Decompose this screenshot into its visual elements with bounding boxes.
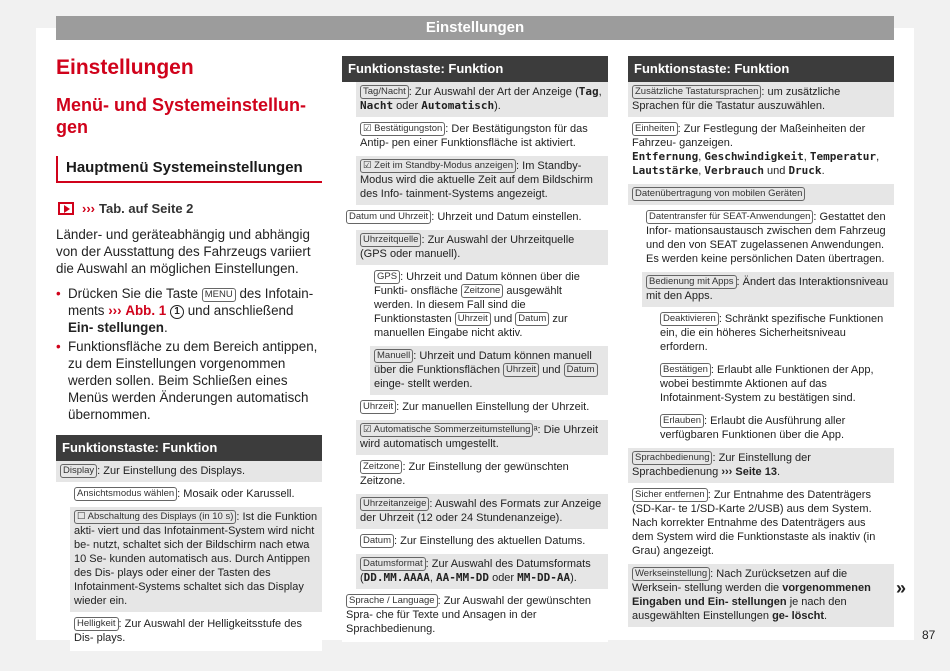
table-row: Sprachbedienung : Zur Einstellung der Sprachbedienung ››› Seite 13.: [628, 448, 894, 485]
bullet-icon: •: [56, 339, 61, 354]
callout-number: 1: [170, 305, 184, 319]
table-header: Funktionstaste: Funktion: [56, 435, 322, 461]
table-row: Manuell : Uhrzeit und Datum können manuell über die Funktionsflächen Uhrzeit und Datum einge- stellt werden.: [370, 346, 608, 397]
function-key: Datentransfer für SEAT-Anwendungen: [646, 210, 813, 224]
section-heading: Hauptmenü Systemeinstellungen: [56, 156, 322, 183]
table-header: Funktionstaste: Funktion: [628, 56, 894, 82]
function-key: Zusätzliche Tastatursprachen: [632, 85, 761, 99]
table-row: Erlauben : Erlaubt die Ausführung aller verfügbaren Funktionen über die App.: [656, 411, 894, 448]
arrow-icon: ›››: [108, 303, 122, 318]
function-key: Zeitzone: [360, 460, 402, 474]
function-table: [342, 56, 608, 642]
table-header: Funktionstaste: Funktion: [342, 56, 608, 82]
table-row: Datum und Uhrzeit : Uhrzeit und Datum einstellen.: [342, 207, 608, 230]
function-key: Manuell: [374, 349, 413, 363]
table-row: Tag/Nacht : Zur Auswahl der Art der Anzeige (Tag, Nacht oder Automatisch).: [356, 82, 608, 119]
table-row: ☑ Zeit im Standby-Modus anzeigen : Im Standby-Modus wird die aktuelle Zeit auf dem Bildschirm des Info- tainment-Systems angezeigt.: [356, 156, 608, 207]
table-row: Uhrzeitquelle : Zur Auswahl der Uhrzeitquelle (GPS oder manuell).: [356, 230, 608, 267]
function-key: ☑ Bestätigungston: [360, 122, 445, 136]
list-item: • Funktionsfläche zu dem Bereich antippen, zu dem Einstellungen vorgenommen werden sollen. Beim Schließen eines Menüs werden Änderungen automatisch übernommen.: [56, 339, 318, 422]
function-key: GPS: [374, 270, 400, 284]
reference-text: Tab. auf Seite 2: [99, 200, 194, 216]
function-key: Helligkeit: [74, 617, 119, 631]
video-reference-icon: [56, 198, 78, 218]
figure-link[interactable]: Abb. 1: [125, 303, 167, 318]
page-number: 87: [922, 628, 936, 642]
menu-key: MENU: [202, 288, 236, 302]
function-key: Sicher entfernen: [632, 488, 708, 502]
table-row: Uhrzeitanzeige : Auswahl des Formats zur Anzeige der Uhrzeit (12 oder 24 Stundenanzeige).: [356, 494, 608, 531]
page-link[interactable]: Seite 13: [735, 466, 777, 478]
table-row: ☐ Abschaltung des Displays (in 10 s) : Ist die Funktion akti- viert und das Infotainment-System wird nicht be- nutzt, schaltet sich der Bildschirm nach etwa 10 Se- kunden automatisch aus. Durch Antippen des Dis- plays oder einer der Tasten des Infotainment-Systems schaltet sich das Display wieder ein.: [70, 507, 322, 614]
table-row: Bedienung mit Apps : Ändert das Interaktionsniveau mit den Apps.: [642, 272, 894, 309]
function-key: Uhrzeit: [360, 400, 396, 414]
table-row: ☑ Bestätigungston : Der Bestätigungston für das Antip- pen einer Funktionsfläche ist aktiviert.: [356, 119, 608, 156]
function-key: Datum: [360, 534, 394, 548]
function-key: Werkseinstellung: [632, 567, 710, 581]
function-key: Bestätigen: [660, 363, 711, 377]
column-3: [628, 56, 894, 629]
table-row: Deaktivieren : Schränkt spezifische Funktionen ein, die ein höheres Sicherheitsniveau erfordern.: [656, 309, 894, 360]
table-row: [628, 184, 894, 207]
table-row: Ansichtsmodus wählen : Mosaik oder Karussell.: [70, 484, 322, 507]
function-table: [628, 56, 894, 629]
function-key: ☐ Abschaltung des Displays (in 10 s): [74, 510, 236, 524]
function-key: Bedienung mit Apps: [646, 275, 737, 289]
arrow-icon: ›››: [721, 466, 733, 478]
function-key: ☑ Automatische Sommerzeitumstellung: [360, 423, 533, 437]
bullet-icon: •: [56, 286, 61, 301]
function-key: Display: [60, 464, 97, 478]
function-key: Tag/Nacht: [360, 85, 409, 99]
list-item: • Drücken Sie die Taste MENU des Infotain- ments ››› Abb. 1 1 und anschließend Ein- stellungen.: [56, 286, 314, 335]
table-row: Sprache / Language : Zur Auswahl der gewünschten Spra- che für Texte und Ansagen in der Sprachbedienung.: [342, 591, 608, 642]
table-row: ☑ Automatische Sommerzeitumstellung ᵃ: Die Uhrzeit wird automatisch umgestellt.: [356, 420, 608, 457]
table-row: Datumsformat : Zur Auswahl des Datumsformats (DD.MM.AAAA, AA-MM-DD oder MM-DD-AA).: [356, 554, 608, 591]
page-title: Einstellungen: [56, 56, 194, 79]
column-2: [342, 56, 608, 642]
function-key: Sprache / Language: [346, 594, 438, 608]
function-key: Erlauben: [660, 414, 704, 428]
table-row: Display : Zur Einstellung des Displays.: [56, 461, 322, 484]
function-key: Datenübertragung von mobilen Geräten: [632, 187, 805, 201]
table-row: Sicher entfernen : Zur Entnahme des Datenträgers (SD-Kar- te 1/SD-Karte 2/USB) aus dem System. Nach korrekter Entnahme des Datenträgers aus dem System wird die Funktionstaste als inaktiv (in Grau) angezeigt.: [628, 485, 894, 564]
table-row: Datentransfer für SEAT-Anwendungen : Gestattet den Infor- mationsaustausch zwischen dem Fahrzeug und den von SEAT zugelassenen Anwendungen. Es werden keine persönlichen Daten übertragen.: [642, 207, 894, 272]
instruction-list: [56, 285, 322, 423]
function-key: Sprachbedienung: [632, 451, 712, 465]
function-table: [56, 435, 322, 651]
table-row: Datum : Zur Einstellung des aktuellen Datums.: [356, 531, 608, 554]
function-key: Uhrzeitquelle: [360, 233, 421, 247]
function-key: ☑ Zeit im Standby-Modus anzeigen: [360, 159, 516, 173]
function-key: Ansichtsmodus wählen: [74, 487, 177, 501]
table-reference[interactable]: [56, 198, 322, 218]
table-row: Zeitzone : Zur Einstellung der gewünschten Zeitzone.: [356, 457, 608, 494]
page-header-bar: Einstellungen: [56, 16, 894, 40]
arrow-icon: ›››: [82, 200, 95, 216]
function-key: Uhrzeitanzeige: [360, 497, 429, 511]
continue-icon: »: [896, 578, 907, 598]
table-row: Zusätzliche Tastatursprachen : um zusätzliche Sprachen für die Tastatur auszuwählen.: [628, 82, 894, 119]
table-row: Einheiten : Zur Festlegung der Maßeinheiten der Fahrzeu- ganzeigen. Entfernung, Geschwindigkeit, Temperatur, Lautstärke, Verbrauch und Druck.: [628, 119, 894, 184]
table-row: Uhrzeit : Zur manuellen Einstellung der Uhrzeit.: [356, 397, 608, 420]
table-row: GPS : Uhrzeit und Datum können über die Funkti- onsfläche Zeitzone ausgewählt werden. In diesem Fall sind die Funktionstasten Uhrzeit und Datum zur manuellen Eingabe nicht aktiv.: [370, 267, 608, 346]
intro-paragraph: Länder- und geräteabhängig und abhängig von der Ausstattung des Fahrzeugs variiert die Auswahl an möglichen Einstellungen.: [56, 227, 311, 276]
table-row: Werkseinstellung : Nach Zurücksetzen auf die Werksein- stellung werden die vorgenommenen Eingaben und Ein- stellungen je nach den ausgewählten Einstellungen ge- löscht.: [628, 564, 894, 629]
function-key: Datumsformat: [360, 557, 426, 571]
function-key: Einheiten: [632, 122, 678, 136]
table-row: Bestätigen : Erlaubt alle Funktionen der App, wobei bestimmte Aktionen auf das Infotainment-System zu bestätigen sind.: [656, 360, 894, 411]
function-key: Deaktivieren: [660, 312, 719, 326]
section-subtitle: Menü- und Systemeinstellun- gen: [56, 95, 307, 137]
column-1: [56, 56, 322, 651]
table-row: Helligkeit : Zur Auswahl der Helligkeitsstufe des Dis- plays.: [70, 614, 322, 651]
function-key: Datum und Uhrzeit: [346, 210, 431, 224]
